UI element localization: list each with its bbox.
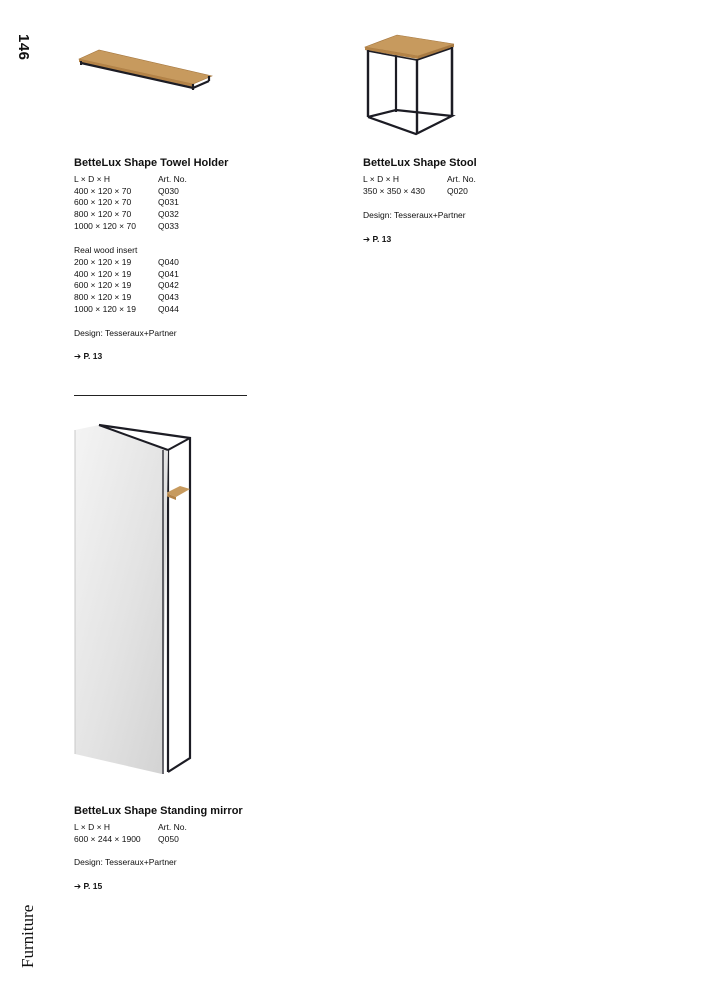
dimension-cell: 1000 × 120 × 70 bbox=[74, 220, 136, 231]
article-cell: Q050 bbox=[158, 833, 179, 844]
towel-holder-image bbox=[75, 48, 215, 100]
column-dimensions: L × D × H bbox=[74, 822, 111, 832]
mirror-designer: Design: Tesseraux+Partner bbox=[74, 857, 177, 867]
page-number: 146 bbox=[15, 34, 32, 61]
stool-title: BetteLux Shape Stool bbox=[363, 157, 477, 169]
table-row bbox=[74, 257, 179, 269]
article-cell: Q044 bbox=[158, 303, 179, 314]
column-article-number: Art. No. bbox=[447, 174, 476, 184]
table-row bbox=[74, 186, 187, 198]
dimension-cell: 800 × 120 × 70 bbox=[74, 209, 132, 220]
dimension-cell: 400 × 120 × 70 bbox=[74, 185, 132, 196]
table-row bbox=[74, 209, 187, 221]
mirror-title: BetteLux Shape Standing mirror bbox=[74, 805, 243, 817]
article-cell: Q042 bbox=[158, 280, 179, 291]
article-cell: Q041 bbox=[158, 268, 179, 279]
stool-page-link[interactable]: ➔ P. 13 bbox=[363, 234, 392, 244]
column-article-number: Art. No. bbox=[158, 174, 187, 184]
table-row bbox=[74, 280, 179, 292]
spec-header-row bbox=[74, 174, 187, 186]
section-divider bbox=[74, 395, 247, 396]
mirror-spec-table bbox=[74, 822, 187, 845]
dimension-cell: 200 × 120 × 19 bbox=[74, 257, 132, 267]
dimension-cell: 800 × 120 × 19 bbox=[74, 292, 132, 303]
table-row bbox=[74, 304, 179, 316]
article-cell: Q031 bbox=[158, 197, 179, 208]
article-cell: Q020 bbox=[447, 185, 468, 196]
standing-mirror-image bbox=[70, 420, 196, 780]
article-cell: Q030 bbox=[158, 185, 179, 196]
mirror-page-link[interactable]: ➔ P. 15 bbox=[74, 881, 103, 891]
towel-holder-title: BetteLux Shape Towel Holder bbox=[74, 157, 229, 169]
dimension-cell: 350 × 350 × 430 bbox=[363, 185, 425, 196]
towel-holder-spec-table bbox=[74, 174, 187, 233]
section-label: Furniture bbox=[18, 904, 37, 968]
spec-header-row bbox=[74, 822, 187, 834]
table-row bbox=[74, 221, 187, 233]
article-cell: Q032 bbox=[158, 209, 179, 220]
column-dimensions: L × D × H bbox=[74, 174, 111, 184]
insert-heading: Real wood insert bbox=[74, 245, 138, 255]
towel-holder-designer: Design: Tesseraux+Partner bbox=[74, 328, 177, 338]
article-cell: Q033 bbox=[158, 220, 179, 231]
dimension-cell: 600 × 244 × 1900 bbox=[74, 833, 141, 844]
towel-holder-page-link[interactable]: ➔ P. 13 bbox=[74, 351, 103, 361]
article-cell: Q043 bbox=[158, 292, 179, 303]
dimension-cell: 600 × 120 × 70 bbox=[74, 197, 132, 208]
table-row bbox=[363, 186, 476, 198]
table-row bbox=[74, 269, 179, 281]
stool-spec-table bbox=[363, 174, 476, 197]
table-row bbox=[74, 834, 187, 846]
column-dimensions: L × D × H bbox=[363, 174, 400, 184]
stool-image bbox=[362, 32, 458, 140]
stool-designer: Design: Tesseraux+Partner bbox=[363, 210, 466, 220]
dimension-cell: 400 × 120 × 19 bbox=[74, 268, 132, 279]
table-row bbox=[74, 292, 179, 304]
table-row bbox=[74, 197, 187, 209]
spec-header-row bbox=[363, 174, 476, 186]
article-cell: Q040 bbox=[158, 257, 179, 267]
dimension-cell: 1000 × 120 × 19 bbox=[74, 303, 136, 314]
column-article-number: Art. No. bbox=[158, 822, 187, 832]
dimension-cell: 600 × 120 × 19 bbox=[74, 280, 132, 291]
insert-spec-table bbox=[74, 257, 179, 316]
